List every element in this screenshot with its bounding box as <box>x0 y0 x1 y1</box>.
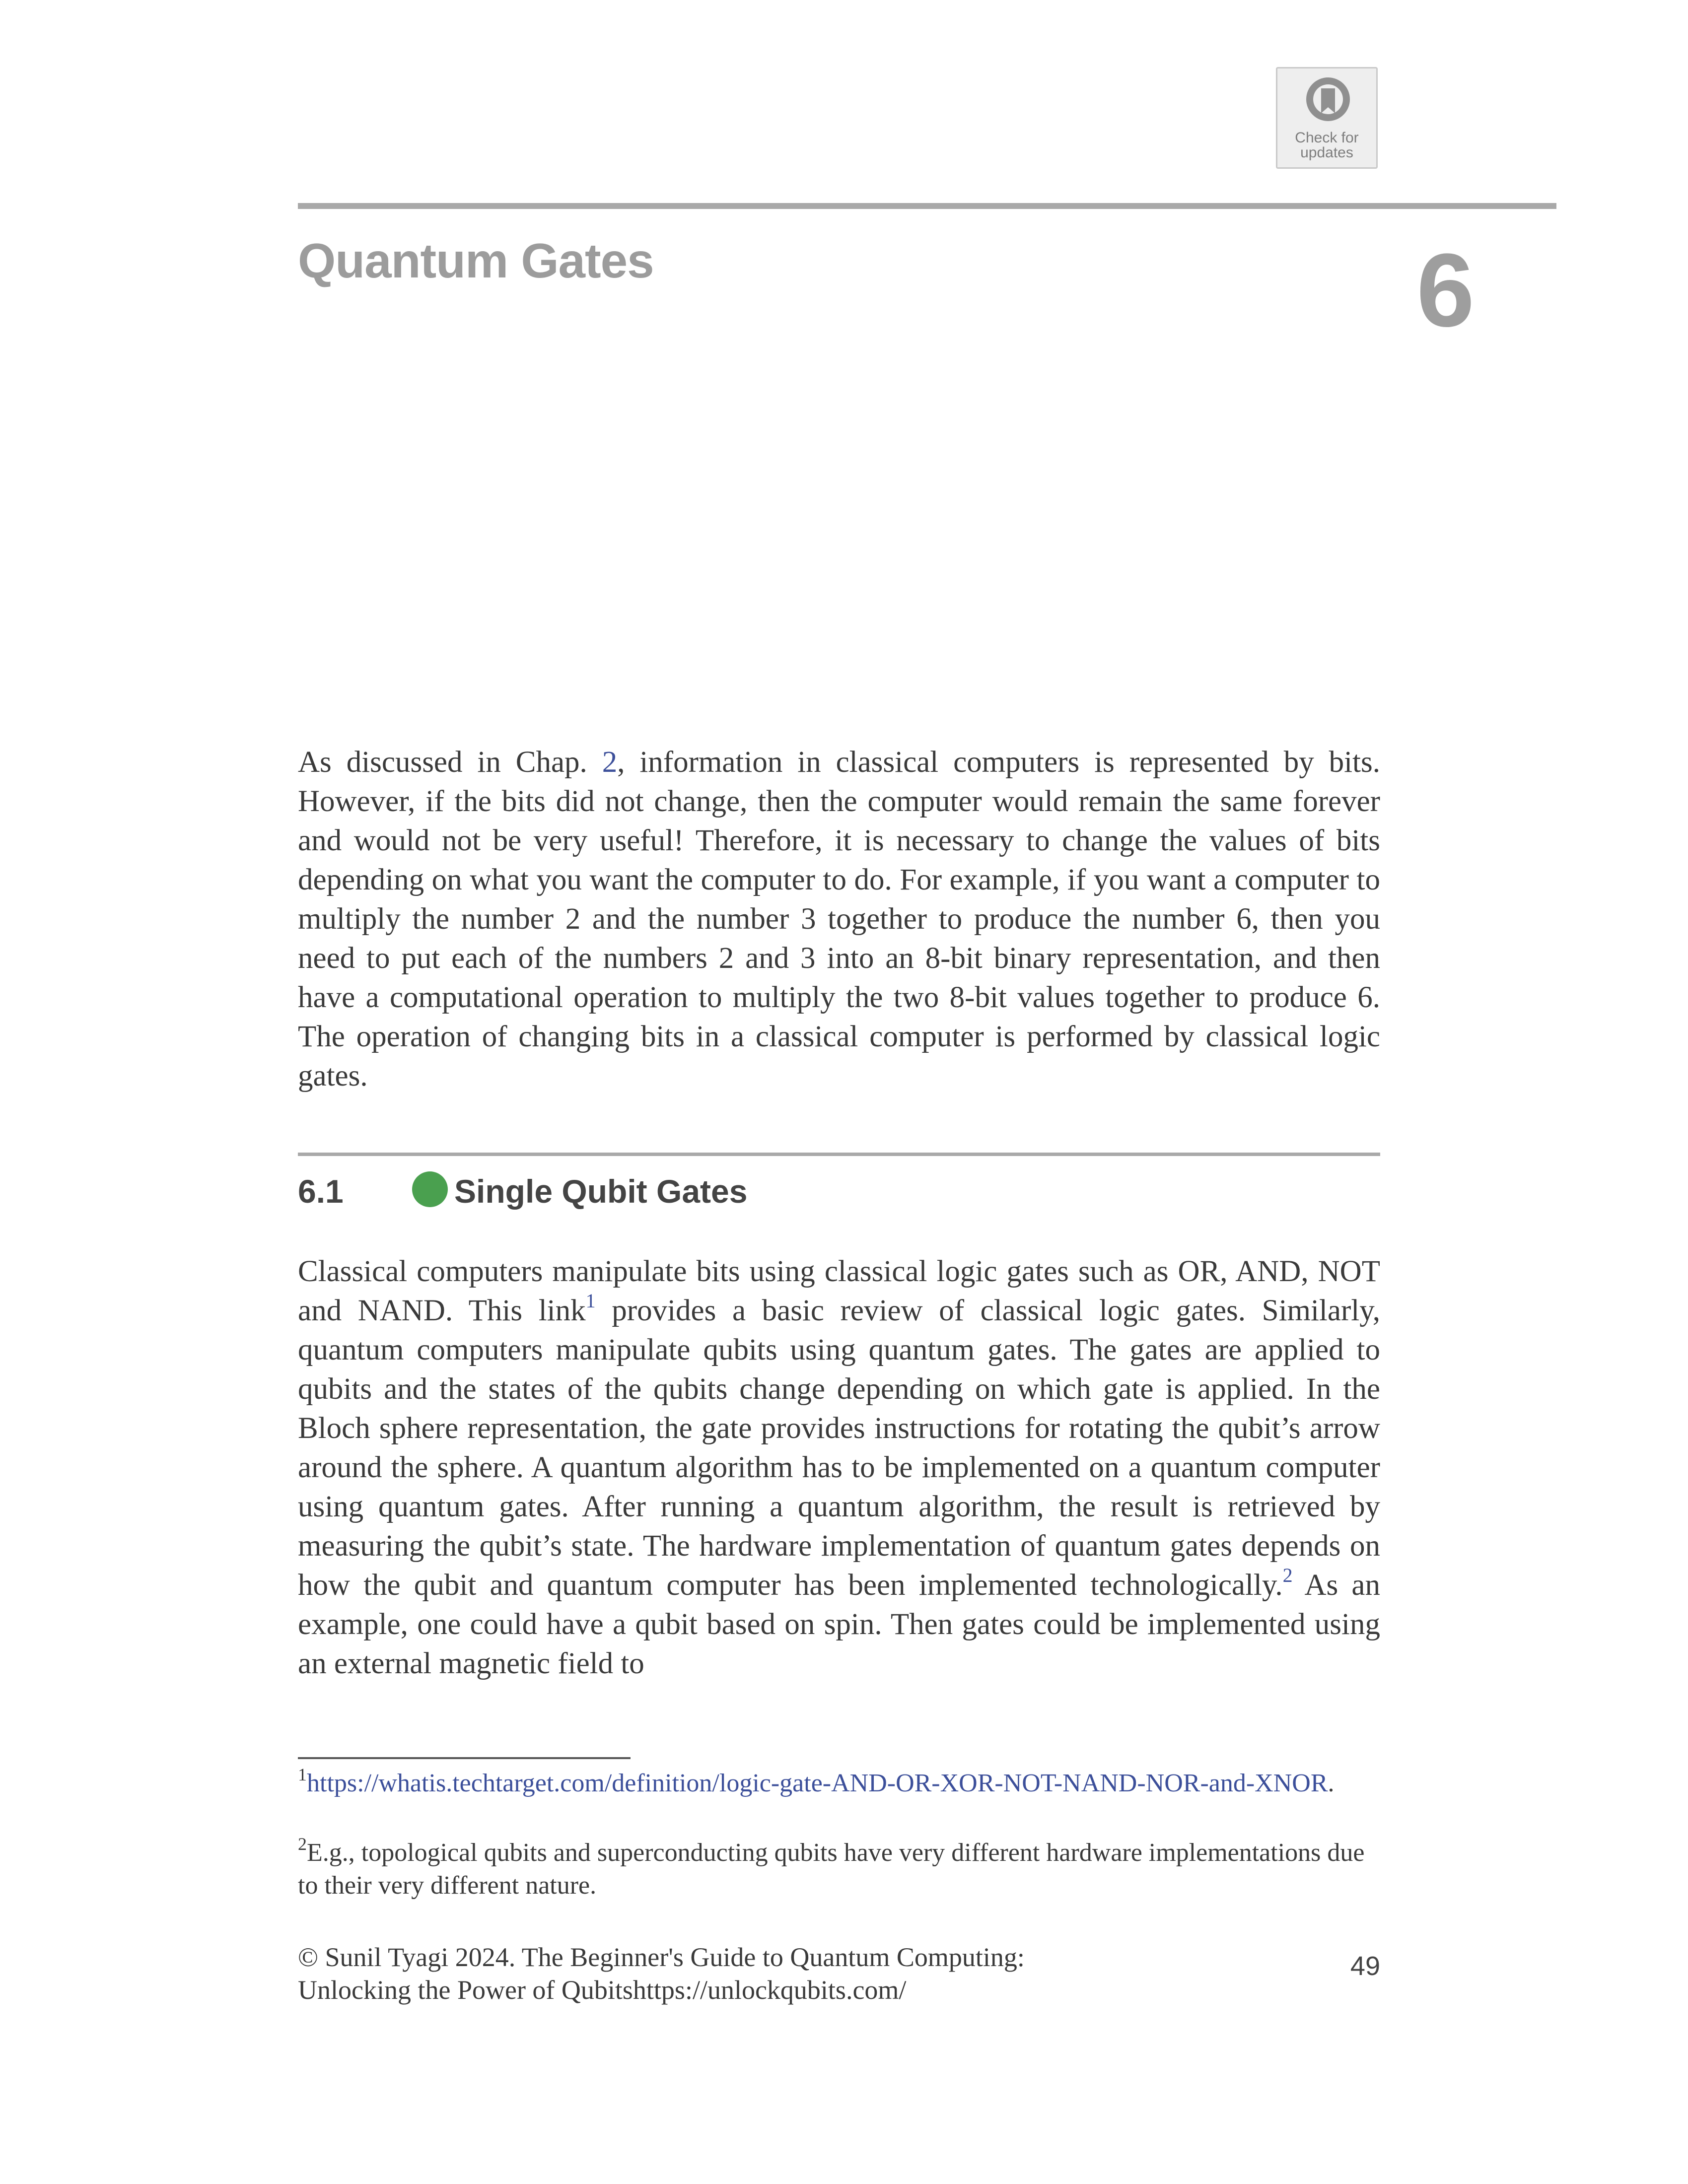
chapter-number: 6 <box>1416 232 1475 348</box>
copyright-line-1: © Sunil Tyagi 2024. The Beginner's Guide to Quantum Computing: <box>298 1942 1025 1972</box>
footnote-ref-1[interactable]: 1 <box>585 1290 596 1312</box>
intro-paragraph <box>298 743 1380 1095</box>
footnote-ref-2[interactable]: 2 <box>1282 1564 1293 1586</box>
footnote-mark-2: 2 <box>298 1834 307 1854</box>
section-number: 6.1 <box>298 1173 344 1210</box>
check-for-updates-badge[interactable] <box>1276 67 1378 169</box>
bookmark-ribbon-icon <box>1303 74 1353 129</box>
intro-text-rest: , information in classical computers is represented by bits. However, if the bits did not change, then the computer would remain the same forever and would not be very useful! Therefore, it is necessary to change the values of bits depending on what you want the computer to do. For example, if you want a computer to multiply the number 2 and the number 3 together to produce the number 6, then you need to put each of the numbers 2 and 3 into an 8-bit binary representation, and then have a computational operation to multiply the two 8-bit values together to produce 6. The operation of changing bits in a classical computer is performed by classical logic gates. <box>298 746 1380 1092</box>
section-status-dot-icon <box>412 1171 448 1207</box>
footnote-1-link[interactable]: https://whatis.techtarget.com/definition/logic-gate-AND-OR-XOR-NOT-NAND-NOR-and-XNOR <box>307 1769 1328 1797</box>
intro-text-start: As discussed in Chap. <box>298 746 602 779</box>
chapter-top-rule <box>298 203 1556 209</box>
footnote-2 <box>298 1834 1380 1902</box>
section-paragraph <box>298 1252 1380 1683</box>
chapter-reference-link[interactable]: 2 <box>602 746 618 779</box>
section-text-part1: Classical computers manipulate bits using classical logic gates such as OR, AND, NOT and NAND. This link <box>298 1255 1380 1327</box>
page-number: 49 <box>1350 1951 1380 1981</box>
chapter-title: Quantum Gates <box>298 233 654 288</box>
section-title: Single Qubit Gates <box>454 1173 748 1210</box>
footnote-mark-1: 1 <box>298 1765 307 1784</box>
footnote-2-text: E.g., topological qubits and superconducting qubits have very different hardware implementations due to their very different nature. <box>298 1839 1365 1900</box>
footnote-rule <box>298 1757 631 1759</box>
footnote-1 <box>298 1767 1380 1800</box>
section-text-part3: As an example, one could have a qubit based on spin. Then gates could be implemented using an external magnetic field to <box>298 1569 1380 1680</box>
footnote-1-text: . <box>1328 1769 1335 1797</box>
copyright-line-2: Unlocking the Power of Qubitshttps://unlockqubits.com/ <box>298 1975 907 2005</box>
badge-label: Check for updates <box>1295 130 1359 161</box>
copyright-notice <box>298 1941 1241 2006</box>
section-text-part2: provides a basic review of classical logic gates. Similarly, quantum computers manipulate qubits using quantum gates. The gates are applied to qubits and the states of the qubits change depending on which gate is applied. In the Bloch sphere representation, the gate provides instructions for rotating the qubit’s arrow around the sphere. A quantum algorithm has to be implemented on a quantum computer using quantum gates. After running a quantum algorithm, the result is retrieved by measuring the qubit’s state. The hardware implementation of quantum gates depends on how the qubit and quantum computer has been implemented technologically. <box>298 1294 1380 1602</box>
section-rule <box>298 1153 1380 1156</box>
